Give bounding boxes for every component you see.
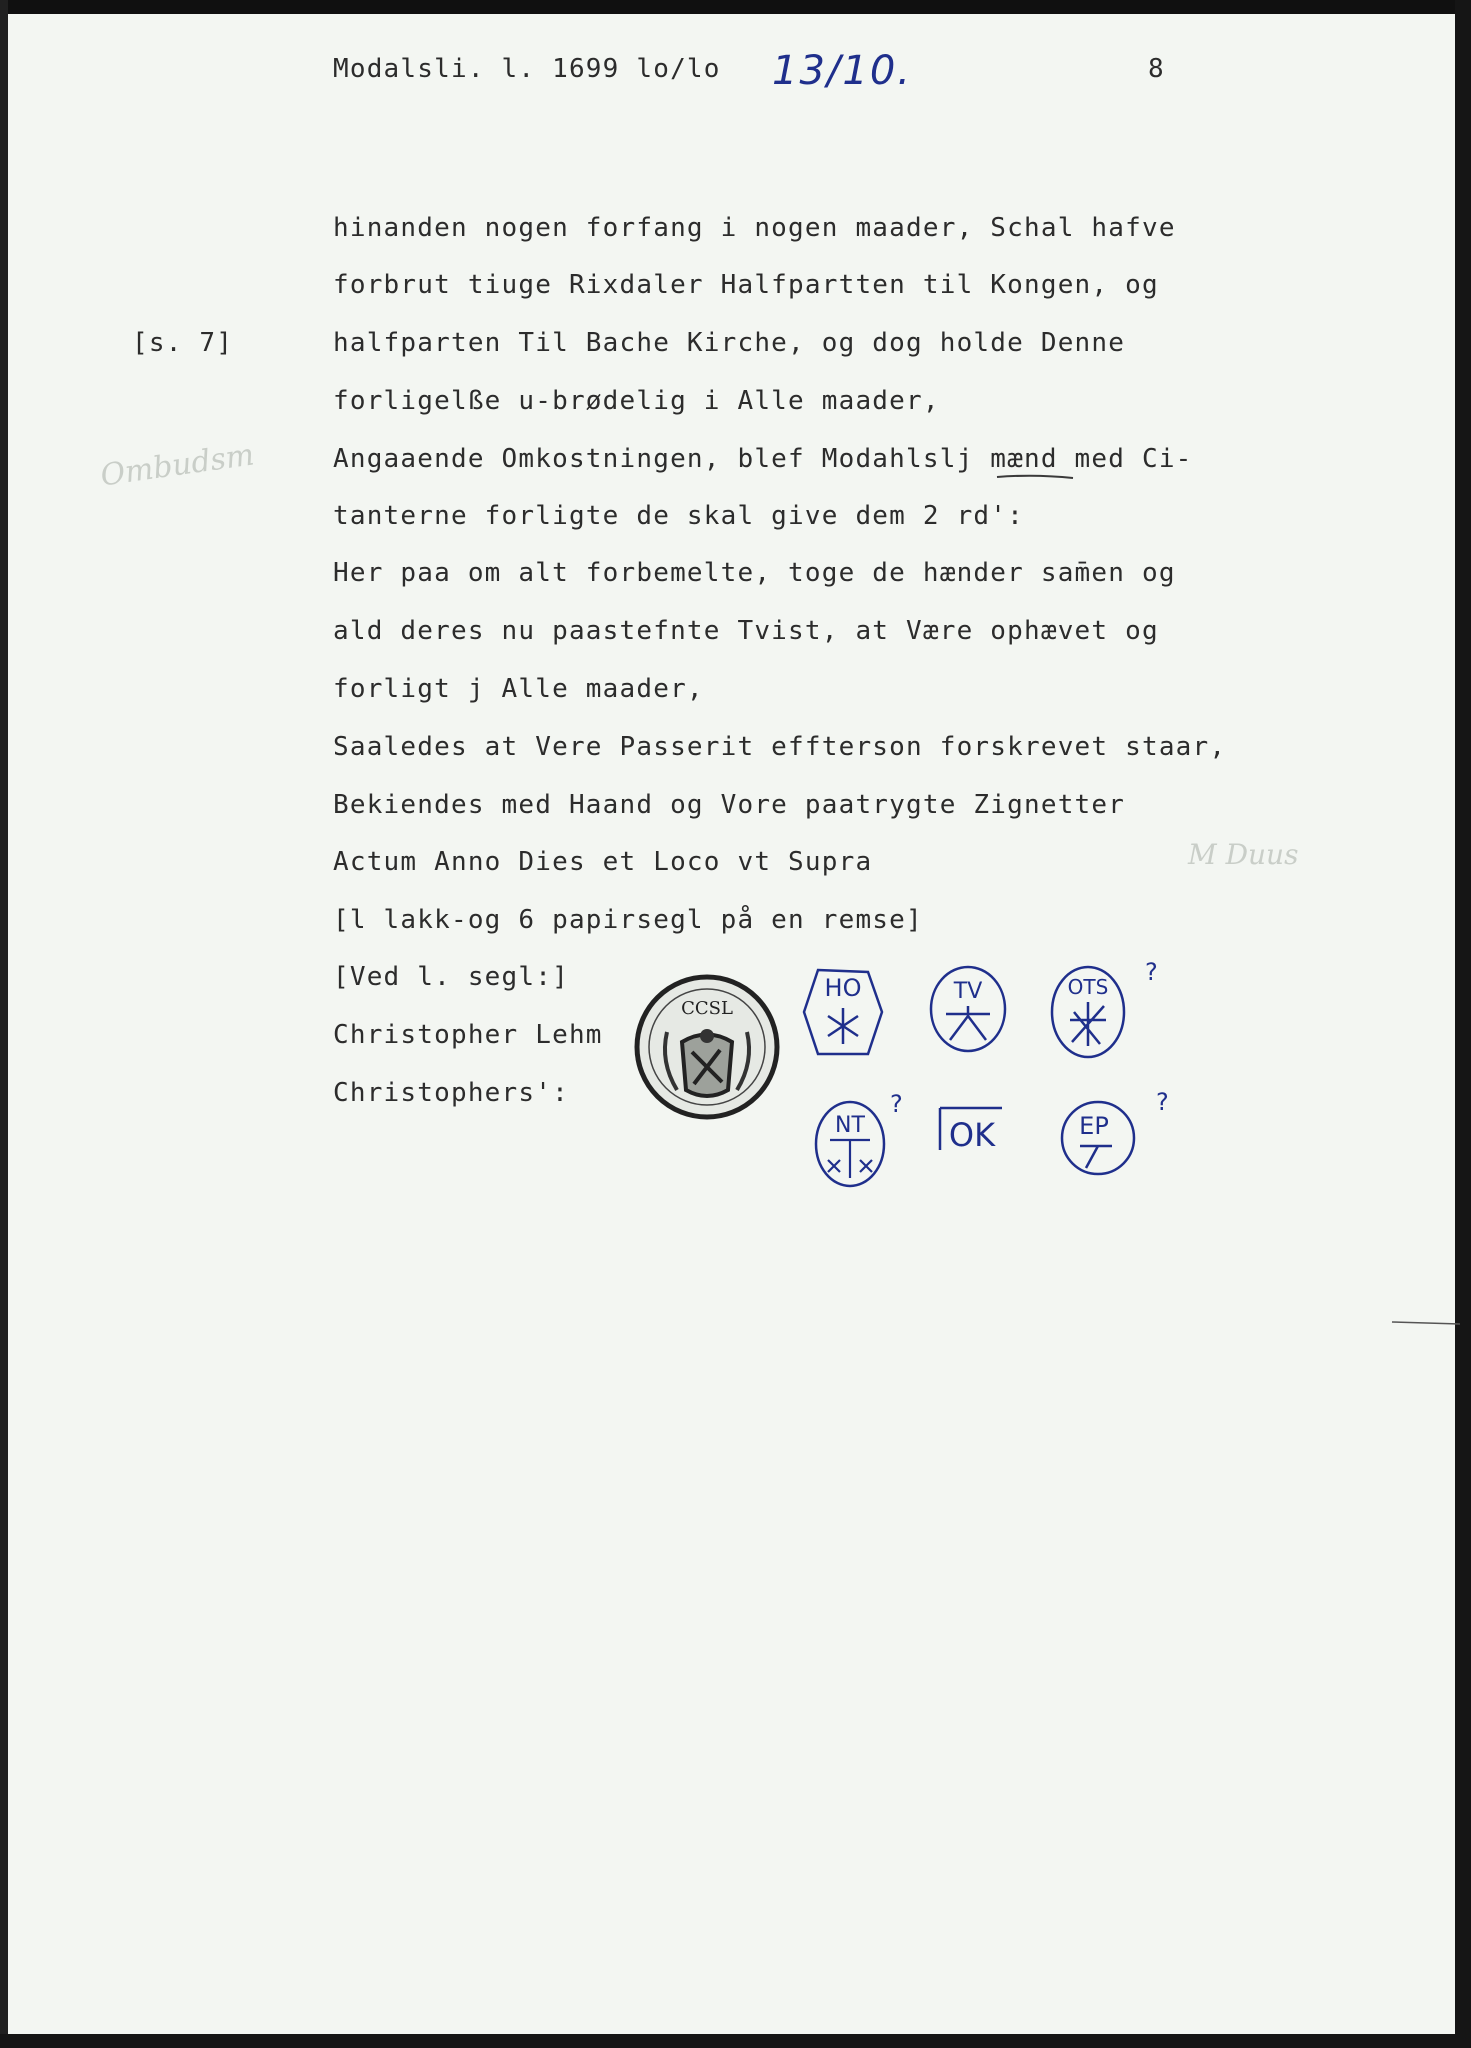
body-line: ald deres nu paastefnte Tvist, at Være ophævet og: [333, 616, 1159, 646]
wax-seal-icon: [632, 972, 782, 1122]
handwritten-date: 13/10.: [772, 48, 912, 94]
seal-mark-ok-icon: [936, 1100, 1006, 1160]
body-line: Bekiendes med Haand og Vore paatrygte Zignetter: [333, 790, 1126, 820]
body-line: Angaaende Omkostningen, blef Modahlslj mænd med Ci-: [333, 444, 1193, 474]
document-header: Modalsli. l. 1699 lo/lo: [333, 54, 721, 84]
underline-mark: [995, 474, 1075, 480]
body-line: Christopher Lehm: [333, 1020, 603, 1050]
faint-margin-note: Ombudsm: [98, 437, 257, 494]
scan-border-right: [1455, 0, 1471, 2048]
body-line: hinanden nogen forfang i nogen maader, Schal hafve: [333, 213, 1176, 243]
page-number: 8: [1148, 54, 1164, 84]
seal-mark-ots-icon: [1048, 964, 1128, 1060]
body-line: forligt j Alle maader,: [333, 674, 704, 704]
scan-border-left: [0, 0, 8, 2048]
seal-mark-nt-icon: [812, 1098, 888, 1190]
edge-scratch-mark: [1392, 1318, 1462, 1328]
seal-mark-ep-icon: [1058, 1098, 1138, 1178]
scan-border-bottom: [0, 2034, 1471, 2048]
svg-text:OK: OK: [948, 1116, 996, 1154]
uncertain-mark: ?: [1156, 1088, 1169, 1116]
body-line: forbrut tiuge Rixdaler Halfpartten til Kongen, og: [333, 270, 1159, 300]
body-line: [Ved l. segl:]: [333, 962, 569, 992]
body-line: Her paa om alt forbemelte, toge de hænder sam̄en og: [333, 558, 1176, 588]
svg-text:OTS: OTS: [1067, 975, 1109, 999]
body-line: halfparten Til Bache Kirche, og dog holde Denne: [333, 328, 1126, 358]
body-line: Christophers':: [333, 1078, 569, 1108]
body-line: [l lakk-og 6 papirsegl på en remse]: [333, 905, 923, 935]
body-line: forligelße u-brødelig i Alle maader,: [333, 386, 940, 416]
seal-mark-tv-icon: [928, 964, 1008, 1054]
svg-text:TV: TV: [953, 979, 983, 1004]
body-line: Actum Anno Dies et Loco vt Supra: [333, 847, 873, 877]
uncertain-mark: ?: [1145, 958, 1158, 986]
faint-margin-note: M Duus: [1188, 838, 1299, 871]
margin-page-reference: [s. 7]: [132, 328, 234, 358]
uncertain-mark: ?: [890, 1090, 903, 1118]
seal-mark-ho-icon: [798, 962, 888, 1062]
svg-text:CCSL: CCSL: [681, 998, 733, 1019]
svg-text:HO: HO: [824, 974, 862, 1002]
scan-border-top: [0, 0, 1471, 14]
body-line: Saaledes at Vere Passerit effterson forskrevet staar,: [333, 732, 1227, 762]
body-line: tanterne forligte de skal give dem 2 rd':: [333, 501, 1024, 531]
svg-text:NT: NT: [835, 1113, 865, 1138]
svg-text:EP: EP: [1079, 1112, 1109, 1140]
